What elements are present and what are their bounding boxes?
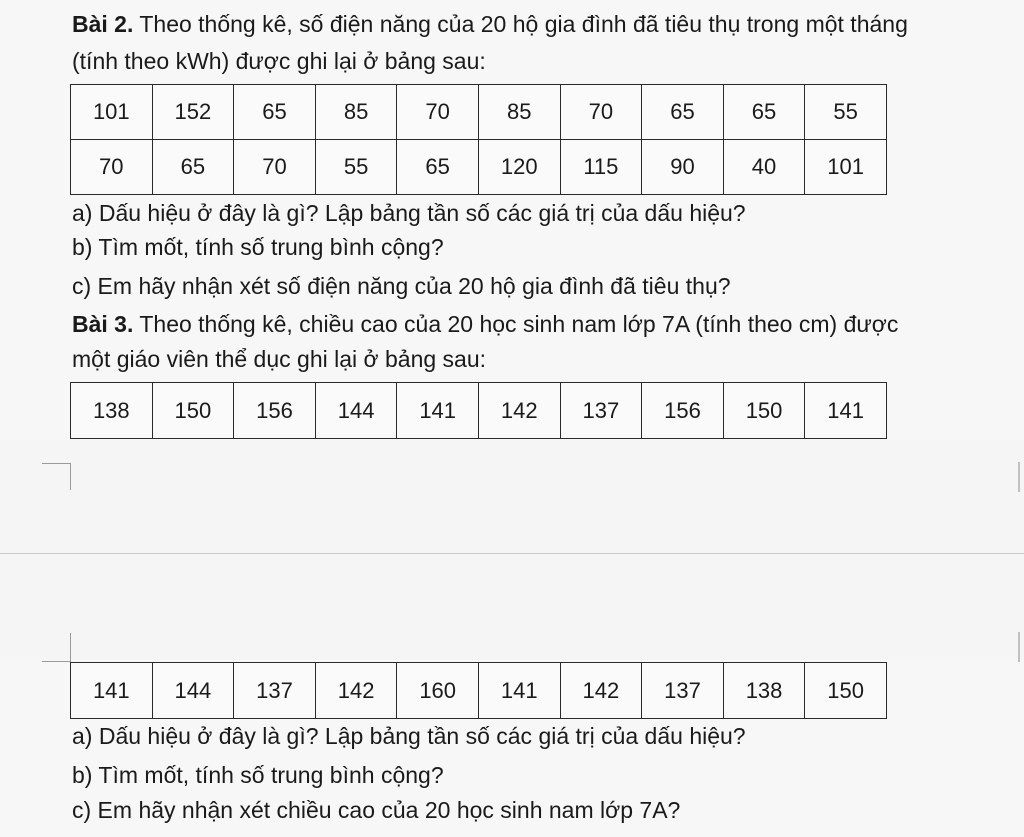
table-cell: 85 <box>478 85 560 140</box>
table-cell: 138 <box>71 383 153 439</box>
table-cell: 55 <box>315 140 397 195</box>
bai3-heading-text: Theo thống kê, chiều cao của 20 học sinh nam lớp 7A (tính theo cm) được <box>133 311 899 337</box>
table-cell: 65 <box>397 140 479 195</box>
table-cell: 70 <box>71 140 153 195</box>
table-cell: 144 <box>315 383 397 439</box>
table-cell: 115 <box>560 140 642 195</box>
bai2-heading <box>72 10 908 38</box>
page-corner-mark-top-left <box>42 463 71 490</box>
bai3-heading <box>72 310 898 338</box>
table-cell: 65 <box>234 85 316 140</box>
bai3-data-table-part1 <box>70 382 887 439</box>
table-row <box>71 85 887 140</box>
bai3-question-b: b) Tìm mốt, tính số trung bình cộng? <box>72 762 444 788</box>
page-edge-mark-bottom-right <box>1018 632 1024 662</box>
table-cell: 144 <box>152 663 234 719</box>
table-row <box>71 140 887 195</box>
bai2-label: Bài 2. <box>72 11 134 37</box>
table-cell: 150 <box>152 383 234 439</box>
table-row <box>71 383 887 439</box>
table-cell: 90 <box>642 140 724 195</box>
table-cell: 156 <box>234 383 316 439</box>
table-cell: 40 <box>723 140 805 195</box>
table-cell: 70 <box>560 85 642 140</box>
table-cell: 156 <box>642 383 724 439</box>
table-cell: 55 <box>805 85 887 140</box>
bai2-question-a: a) Dấu hiệu ở đây là gì? Lập bảng tần số các giá trị của dấu hiệu? <box>72 200 746 226</box>
table-cell: 137 <box>560 383 642 439</box>
bai2-data-table <box>70 84 887 195</box>
bai2-heading-line2: (tính theo kWh) được ghi lại ở bảng sau: <box>72 48 486 74</box>
table-cell: 142 <box>315 663 397 719</box>
table-cell: 141 <box>71 663 153 719</box>
table-cell: 152 <box>152 85 234 140</box>
bai2-question-c: c) Em hãy nhận xét số điện năng của 20 hộ gia đình đã tiêu thụ? <box>72 273 731 299</box>
table-cell: 141 <box>397 383 479 439</box>
page-corner-mark-bottom-left <box>42 633 71 662</box>
table-cell: 138 <box>723 663 805 719</box>
table-cell: 150 <box>723 383 805 439</box>
bai3-question-a: a) Dấu hiệu ở đây là gì? Lập bảng tần số các giá trị của dấu hiệu? <box>72 723 746 749</box>
table-cell: 70 <box>234 140 316 195</box>
table-cell: 137 <box>234 663 316 719</box>
bai2-question-b: b) Tìm mốt, tính số trung bình cộng? <box>72 234 444 260</box>
table-cell: 141 <box>478 663 560 719</box>
table-cell: 120 <box>478 140 560 195</box>
page-edge-mark-top-right <box>1018 462 1024 492</box>
table-cell: 85 <box>315 85 397 140</box>
table-cell: 150 <box>805 663 887 719</box>
table-cell: 101 <box>71 85 153 140</box>
bai3-question-c: c) Em hãy nhận xét chiều cao của 20 học sinh nam lớp 7A? <box>72 797 681 823</box>
table-cell: 70 <box>397 85 479 140</box>
table-cell: 160 <box>397 663 479 719</box>
table-cell: 65 <box>723 85 805 140</box>
table-cell: 142 <box>478 383 560 439</box>
table-cell: 101 <box>805 140 887 195</box>
table-cell: 65 <box>152 140 234 195</box>
table-cell: 141 <box>805 383 887 439</box>
page-break-area <box>0 440 1024 660</box>
bai3-heading-line2: một giáo viên thể dục ghi lại ở bảng sau: <box>72 346 487 372</box>
table-cell: 65 <box>642 85 724 140</box>
table-cell: 142 <box>560 663 642 719</box>
bai3-label: Bài 3. <box>72 311 134 337</box>
table-row <box>71 663 887 719</box>
bai3-data-table-part2 <box>70 662 887 719</box>
page-separator <box>0 553 1024 554</box>
table-cell: 137 <box>642 663 724 719</box>
bai2-heading-text: Theo thống kê, số điện năng của 20 hộ gia đình đã tiêu thụ trong một tháng <box>133 11 908 37</box>
